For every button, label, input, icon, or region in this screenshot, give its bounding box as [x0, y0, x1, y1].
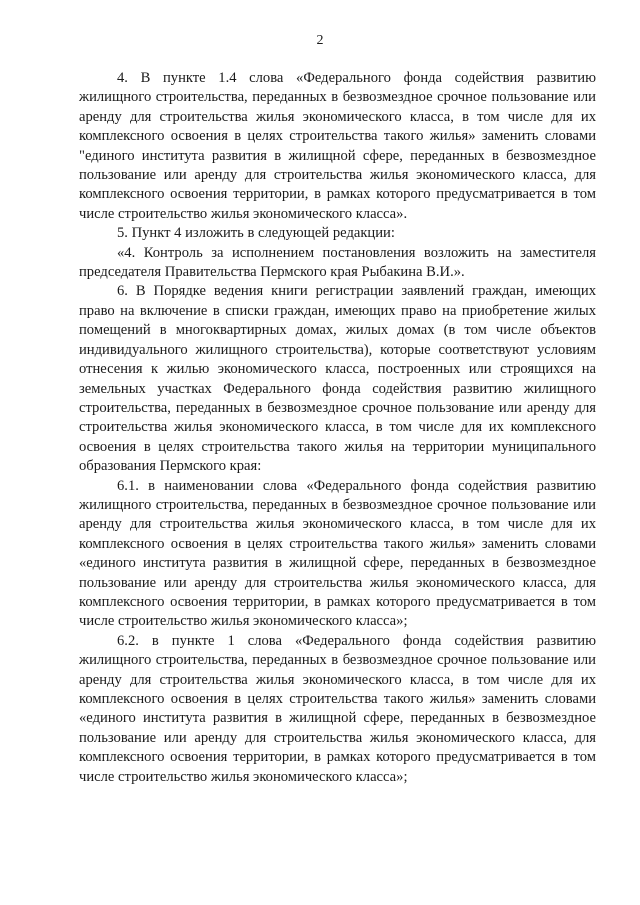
paragraph-item-6: 6. В Порядке ведения книги регистрации заявлений граждан, имеющих право на включение в списки граждан, имеющих право на приобретение жилых помещений в многоквартирных домах, жилых домах (в том числе объектов индивидуального жилищного строительства), которые соответствуют условиям отнесения к жилью экономического класса, построенных или строящихся на земельных участках Федерального фонда содействия развитию жилищного строительства, переданных в безвозмездное срочное пользование или аренду для строительства жилья экономического класса, в том числе для их комплексного освоения в целях строительства такого жилья на территории муниципального образования Пермского края: [79, 283, 596, 475]
paragraph-item-6-2: 6.2. в пункте 1 слова «Федерального фонда содействия развитию жилищного строительства, переданных в безвозмездное срочное пользование или аренду для строительства жилья экономического класса, в том числе для их комплексного освоения в целях строительства такого жилья» заменить словами «единого института развития в жилищной сфере, переданных в безвозмездное пользование или аренду для строительства жилья экономического класса, для комплексного освоения территории, в рамках которого предусматривается в том числе строительство жилья экономического класса»; [79, 632, 596, 785]
paragraph-item-4: 4. В пункте 1.4 слова «Федерального фонда содействия развитию жилищного строительства, переданных в безвозмездное срочное пользование или аренду для строительства жилья экономического класса, в том числе для их комплексного освоения в целях строительства такого жилья» заменить словами "единого института развития в жилищной сфере, переданных в безвозмездное пользование или аренду для строительства жилья экономического класса, для комплексного освоения территории, в рамках которого предусматривается в том числе строительство жилья экономического класса». [79, 70, 596, 222]
page-number: 2 [316, 33, 324, 48]
paragraph-item-5-quote: «4. Контроль за исполнением постановления возложить на заместителя председателя Правительства Пермского края Рыбакина В.И.». [79, 244, 596, 281]
document-body [79, 69, 596, 787]
paragraph-item-6-1: 6.1. в наименовании слова «Федерального фонда содействия развитию жилищного строительства, переданных в безвозмездное срочное пользование или аренду для строительства жилья экономического класса, в том числе для их комплексного освоения в целях строительства такого жилья» заменить словами «единого института развития в жилищной сфере, переданных в безвозмездное пользование или аренду для строительства жилья экономического класса, для комплексного освоения территории, в рамках которого предусматривается в том числе строительство жилья экономического класса»; [79, 477, 596, 630]
paragraph-item-5: 5. Пункт 4 изложить в следующей редакции: [117, 225, 395, 242]
